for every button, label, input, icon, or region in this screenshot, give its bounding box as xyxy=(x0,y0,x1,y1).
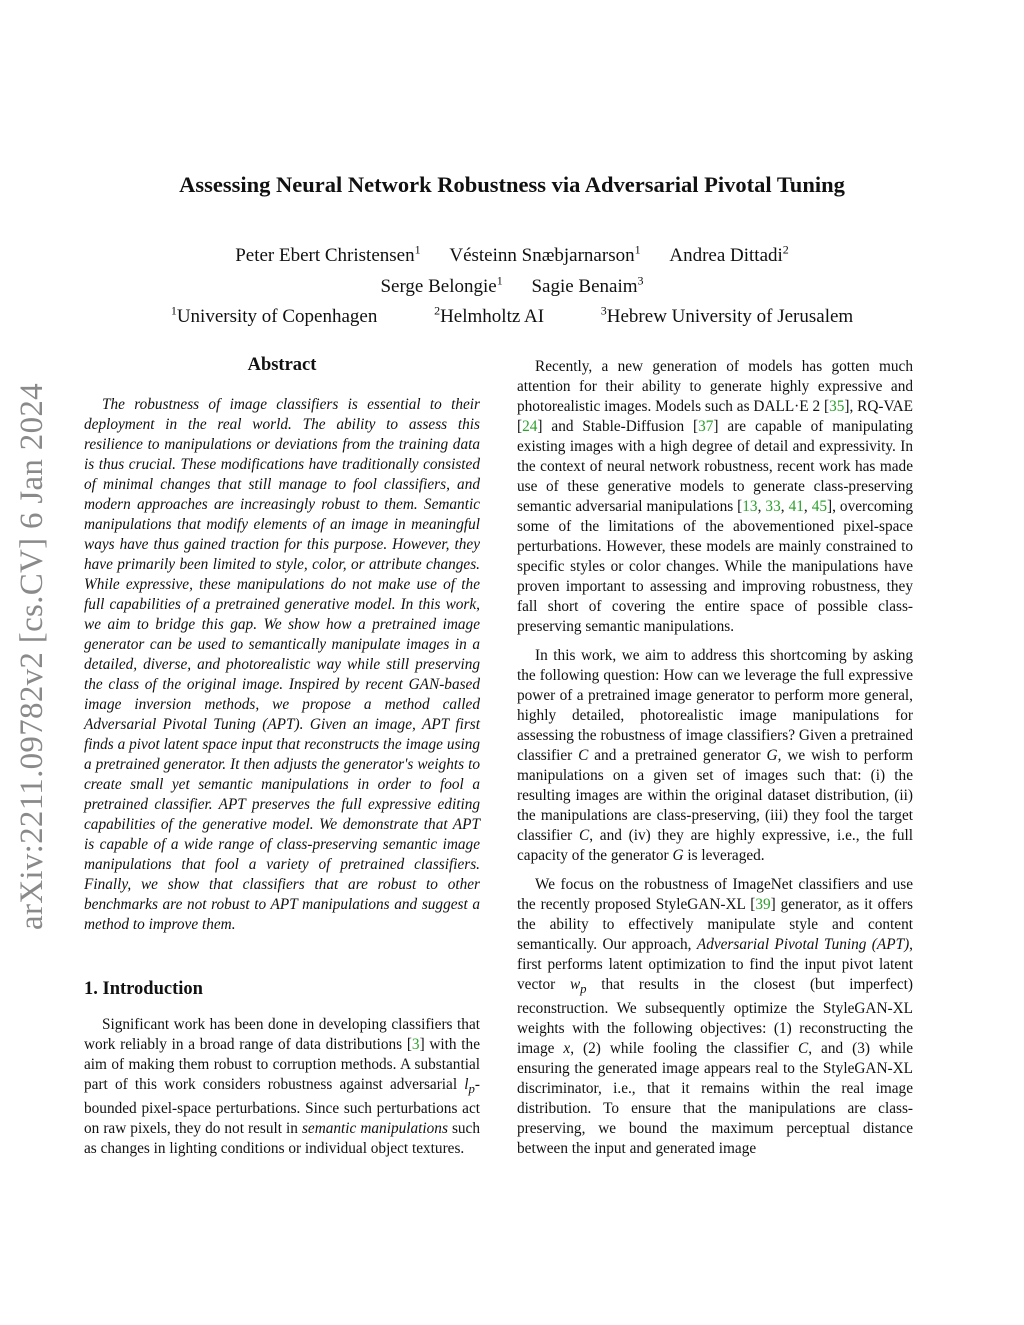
citation-link[interactable]: 37 xyxy=(698,418,714,435)
author: Peter Ebert Christensen$^1$ xyxy=(235,243,421,267)
abstract-heading: Abstract xyxy=(247,355,317,375)
right-column xyxy=(517,357,913,1168)
author-row-2 xyxy=(0,268,1024,298)
author-row-1 xyxy=(0,238,1024,268)
citation-link[interactable]: 13 xyxy=(742,498,758,515)
author: Sagie Benaim$^3$ xyxy=(531,273,644,297)
citation-link[interactable]: 24 xyxy=(522,418,538,435)
intro-paragraph-3: In this work, we aim to address this shortcoming by asking the following question: How can we leverage the full expressive power of a pretrained image generator to perform more general, highly detailed, photorealistic image manipulations for assessing the robustness of image classifiers? Given a pretrained classifier C and a pretrained generator G, we wish to perform manipulations on a given set of images such that: (i) the resulting images are within the original dataset distribution, (ii) the manipulations are class-preserving, (iii) they fool the target classifier C, and (iv) they are highly expressive, i.e., the full capacity of the generator G is leveraged. xyxy=(517,647,913,864)
author: Vésteinn Snæbjarnarson$^1$ xyxy=(449,243,641,267)
citation-link[interactable]: 33 xyxy=(765,498,781,515)
intro-paragraph-2: Recently, a new generation of models has gotten much attention for their ability to generate highly expressive and photorealistic images. Models such as DALL·E 2 [35], RQ-VAE [24] and Stable-Diffusion [37] are capable of manipulating existing images with a high degree of detail and expressivity. In the context of neural network robustness, recent work has made use of these generative models to generate class-preserving semantic adversarial manipulations [13, 33, 41, 45], overcoming some of the limitations of the abovementioned pixel-space perturbations. However, these models are mainly constrained to specific styles or color changes. While the manipulations have proven important to assessing and improving robustness, they fall short of covering the entire space of possible class-preserving semantic manipulations. xyxy=(517,358,913,635)
intro-paragraph-1: Significant work has been done in developing classifiers that work reliably in a broad range of data distributions [3] with the aim of making them robust to corruption methods. A substantial part of this work considers robustness against adversarial $l_p$-bounded pixel-space perturbations. Since such perturbations act on raw pixels, they do not result in semantic manipulations such as changes in lighting conditions or individual object textures. xyxy=(84,1016,480,1158)
affiliation: $^2$Helmholtz AI xyxy=(434,303,545,327)
arxiv-stamp: arXiv:2211.09782v2 [cs.CV] 6 Jan 2024 xyxy=(14,383,50,930)
author-block xyxy=(0,238,1024,329)
author: Serge Belongie$^1$ xyxy=(380,273,503,297)
citation-link[interactable]: 3 xyxy=(411,1036,420,1053)
citation-link[interactable]: 41 xyxy=(788,498,804,515)
affiliations xyxy=(0,299,1024,329)
paper-title: Assessing Neural Network Robustness via Adversarial Pivotal Tuning xyxy=(179,172,845,197)
affiliation: $^1$University of Copenhagen xyxy=(170,303,378,327)
section-heading-introduction: 1. Introduction xyxy=(84,979,203,999)
citation-link[interactable]: 45 xyxy=(811,498,827,515)
affiliation: $^3$Hebrew University of Jerusalem xyxy=(600,303,854,327)
abstract-text: The robustness of image classifiers is essential to their deployment in the real world. The ability to assess this resilience to manipulations or deviations from the training data is thus crucial. These modifications have traditionally consisted of minimal changes that still manage to fool classifiers, and modern approaches are increasingly robust to them. Semantic manipulations that modify elements of an image in meaningful ways have thus gained traction for this purpose. However, they have primarily been limited to style, color, or attribute changes. While expressive, these manipulations do not make use of the full capabilities of a pretrained generative model. In this work, we aim to bridge this gap. We show how a pretrained image generator can be used to semantically manipulate images in a detailed, diverse, and photorealistic way while still preserving the class of the original image. Inspired by recent GAN-based image inversion methods, we propose a method called Adversarial Pivotal Tuning (APT). Given an image, APT first finds a pivot latent space input that reconstructs the image using a pretrained generator. It then adjusts the generator's weights to create small yet semantic manipulations in order to fool a pretrained classifier. APT preserves the full expressive editing capabilities of the generative model. We demonstrate that APT is capable of a wide range of class-preserving semantic image manipulations that fool a variety of pretrained classifiers. Finally, we show that classifiers that are robust to other benchmarks are not robust to APT manipulations and suggest a method to improve them. xyxy=(84,396,480,933)
citation-link[interactable]: 35 xyxy=(829,398,845,415)
citation-link[interactable]: 39 xyxy=(755,896,771,913)
intro-paragraph-4: We focus on the robustness of ImageNet classifiers and use the recently proposed StyleGAN-XL [39] generator, as it offers the ability to effectively manipulate style and content semantically. Our approach, Adversarial Pivotal Tuning (APT), first performs latent optimization to find the input pivot latent vector $w_p$ that results in the closest (but imperfect) reconstruction. We subsequently optimize the StyleGAN-XL weights with the following objectives: (1) reconstructing the image x, (2) while fooling the classifier C, and (3) while ensuring the generated image appears real to the StyleGAN-XL discriminator, i.e., that it remains within the real image distribution. To ensure that the manipulations are class-preserving, we bound the maximum perceptual distance between the input and generated image xyxy=(517,876,914,1158)
author: Andrea Dittadi$^2$ xyxy=(669,243,789,267)
left-column xyxy=(84,355,480,1168)
